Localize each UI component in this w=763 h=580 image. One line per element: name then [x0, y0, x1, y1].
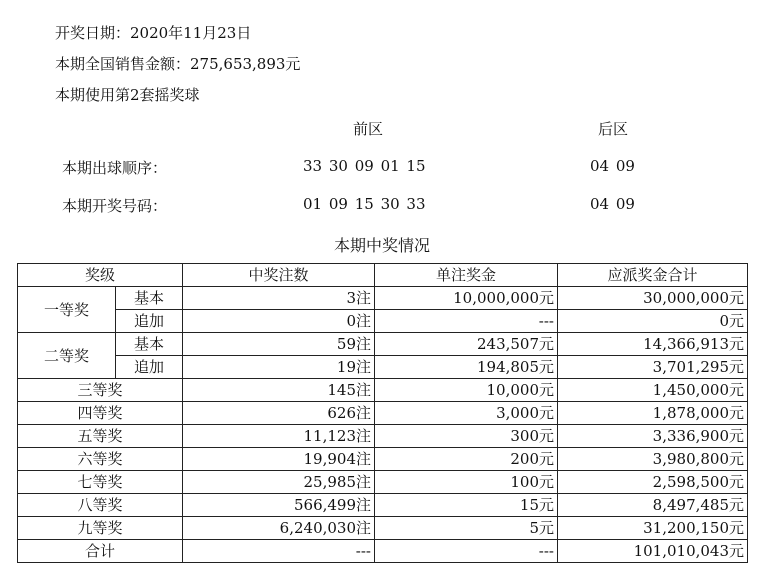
count-cell: 566,499注: [183, 494, 375, 517]
count-cell: 3注: [183, 287, 375, 310]
count-cell: 626注: [183, 402, 375, 425]
prize-cell: 100元: [375, 471, 558, 494]
level-cell: 四等奖: [18, 402, 183, 425]
prize-cell: ---: [375, 540, 558, 563]
draw-order-front: 33 30 09 01 15: [303, 157, 426, 175]
level-cell: 一等奖: [18, 287, 116, 333]
table-row: [18, 517, 748, 540]
level-cell: 六等奖: [18, 448, 183, 471]
winning-numbers-back: 04 09: [590, 195, 635, 213]
total-cell: 30,000,000元: [558, 287, 748, 310]
sub-level-cell: 追加: [116, 310, 183, 333]
level-cell: 八等奖: [18, 494, 183, 517]
table-row: [18, 287, 748, 310]
table-row: [18, 494, 748, 517]
total-label-cell: 合计: [18, 540, 183, 563]
table-header-row: [18, 264, 748, 287]
back-zone-header: 后区: [597, 120, 628, 138]
prize-cell: ---: [375, 310, 558, 333]
level-cell: 七等奖: [18, 471, 183, 494]
total-cell: 3,980,800元: [558, 448, 748, 471]
total-cell: 0元: [558, 310, 748, 333]
prize-cell: 300元: [375, 425, 558, 448]
total-cell: 3,701,295元: [558, 356, 748, 379]
count-cell: 6,240,030注: [183, 517, 375, 540]
prize-cell: 243,507元: [375, 333, 558, 356]
ball-set: 本期使用第2套摇奖球: [55, 86, 200, 104]
level-cell: 三等奖: [18, 379, 183, 402]
prize-table: [17, 263, 748, 563]
table-row: [18, 333, 748, 356]
table-row: [18, 425, 748, 448]
table-row: [18, 356, 748, 379]
sub-level-cell: 基本: [116, 287, 183, 310]
total-cell: 1,878,000元: [558, 402, 748, 425]
prize-cell: 5元: [375, 517, 558, 540]
total-cell: 31,200,150元: [558, 517, 748, 540]
sub-level-cell: 追加: [116, 356, 183, 379]
table-row: [18, 310, 748, 333]
header-count: 中奖注数: [183, 264, 375, 287]
count-cell: 59注: [183, 333, 375, 356]
prize-cell: 200元: [375, 448, 558, 471]
count-cell: 0注: [183, 310, 375, 333]
prize-cell: 3,000元: [375, 402, 558, 425]
level-cell: 五等奖: [18, 425, 183, 448]
winning-numbers-front: 01 09 15 30 33: [303, 195, 426, 213]
count-cell: 11,123注: [183, 425, 375, 448]
table-row: [18, 379, 748, 402]
prize-cell: 10,000,000元: [375, 287, 558, 310]
header-total: 应派奖金合计: [558, 264, 748, 287]
header-prize: 单注奖金: [375, 264, 558, 287]
prize-cell: 10,000元: [375, 379, 558, 402]
total-cell: 8,497,485元: [558, 494, 748, 517]
grand-total-cell: 101,010,043元: [558, 540, 748, 563]
total-sales: 本期全国销售金额：275,653,893元: [55, 55, 301, 73]
header-level: 奖级: [18, 264, 183, 287]
total-cell: 1,450,000元: [558, 379, 748, 402]
draw-date: 开奖日期：2020年11月23日: [55, 24, 252, 42]
winning-numbers-label: 本期开奖号码：: [62, 197, 168, 215]
draw-order-label: 本期出球顺序：: [62, 159, 168, 177]
prize-cell: 194,805元: [375, 356, 558, 379]
draw-order-back: 04 09: [590, 157, 635, 175]
front-zone-header: 前区: [352, 120, 383, 138]
prize-cell: 15元: [375, 494, 558, 517]
sub-level-cell: 基本: [116, 333, 183, 356]
count-cell: 19注: [183, 356, 375, 379]
total-cell: 3,336,900元: [558, 425, 748, 448]
count-cell: 19,904注: [183, 448, 375, 471]
total-cell: 2,598,500元: [558, 471, 748, 494]
table-row: [18, 448, 748, 471]
table-row: [18, 471, 748, 494]
table-row: [18, 402, 748, 425]
table-total-row: [18, 540, 748, 563]
table-title: 本期中奖情况: [333, 236, 430, 255]
count-cell: 145注: [183, 379, 375, 402]
total-cell: 14,366,913元: [558, 333, 748, 356]
level-cell: 九等奖: [18, 517, 183, 540]
level-cell: 二等奖: [18, 333, 116, 379]
count-cell: ---: [183, 540, 375, 563]
count-cell: 25,985注: [183, 471, 375, 494]
